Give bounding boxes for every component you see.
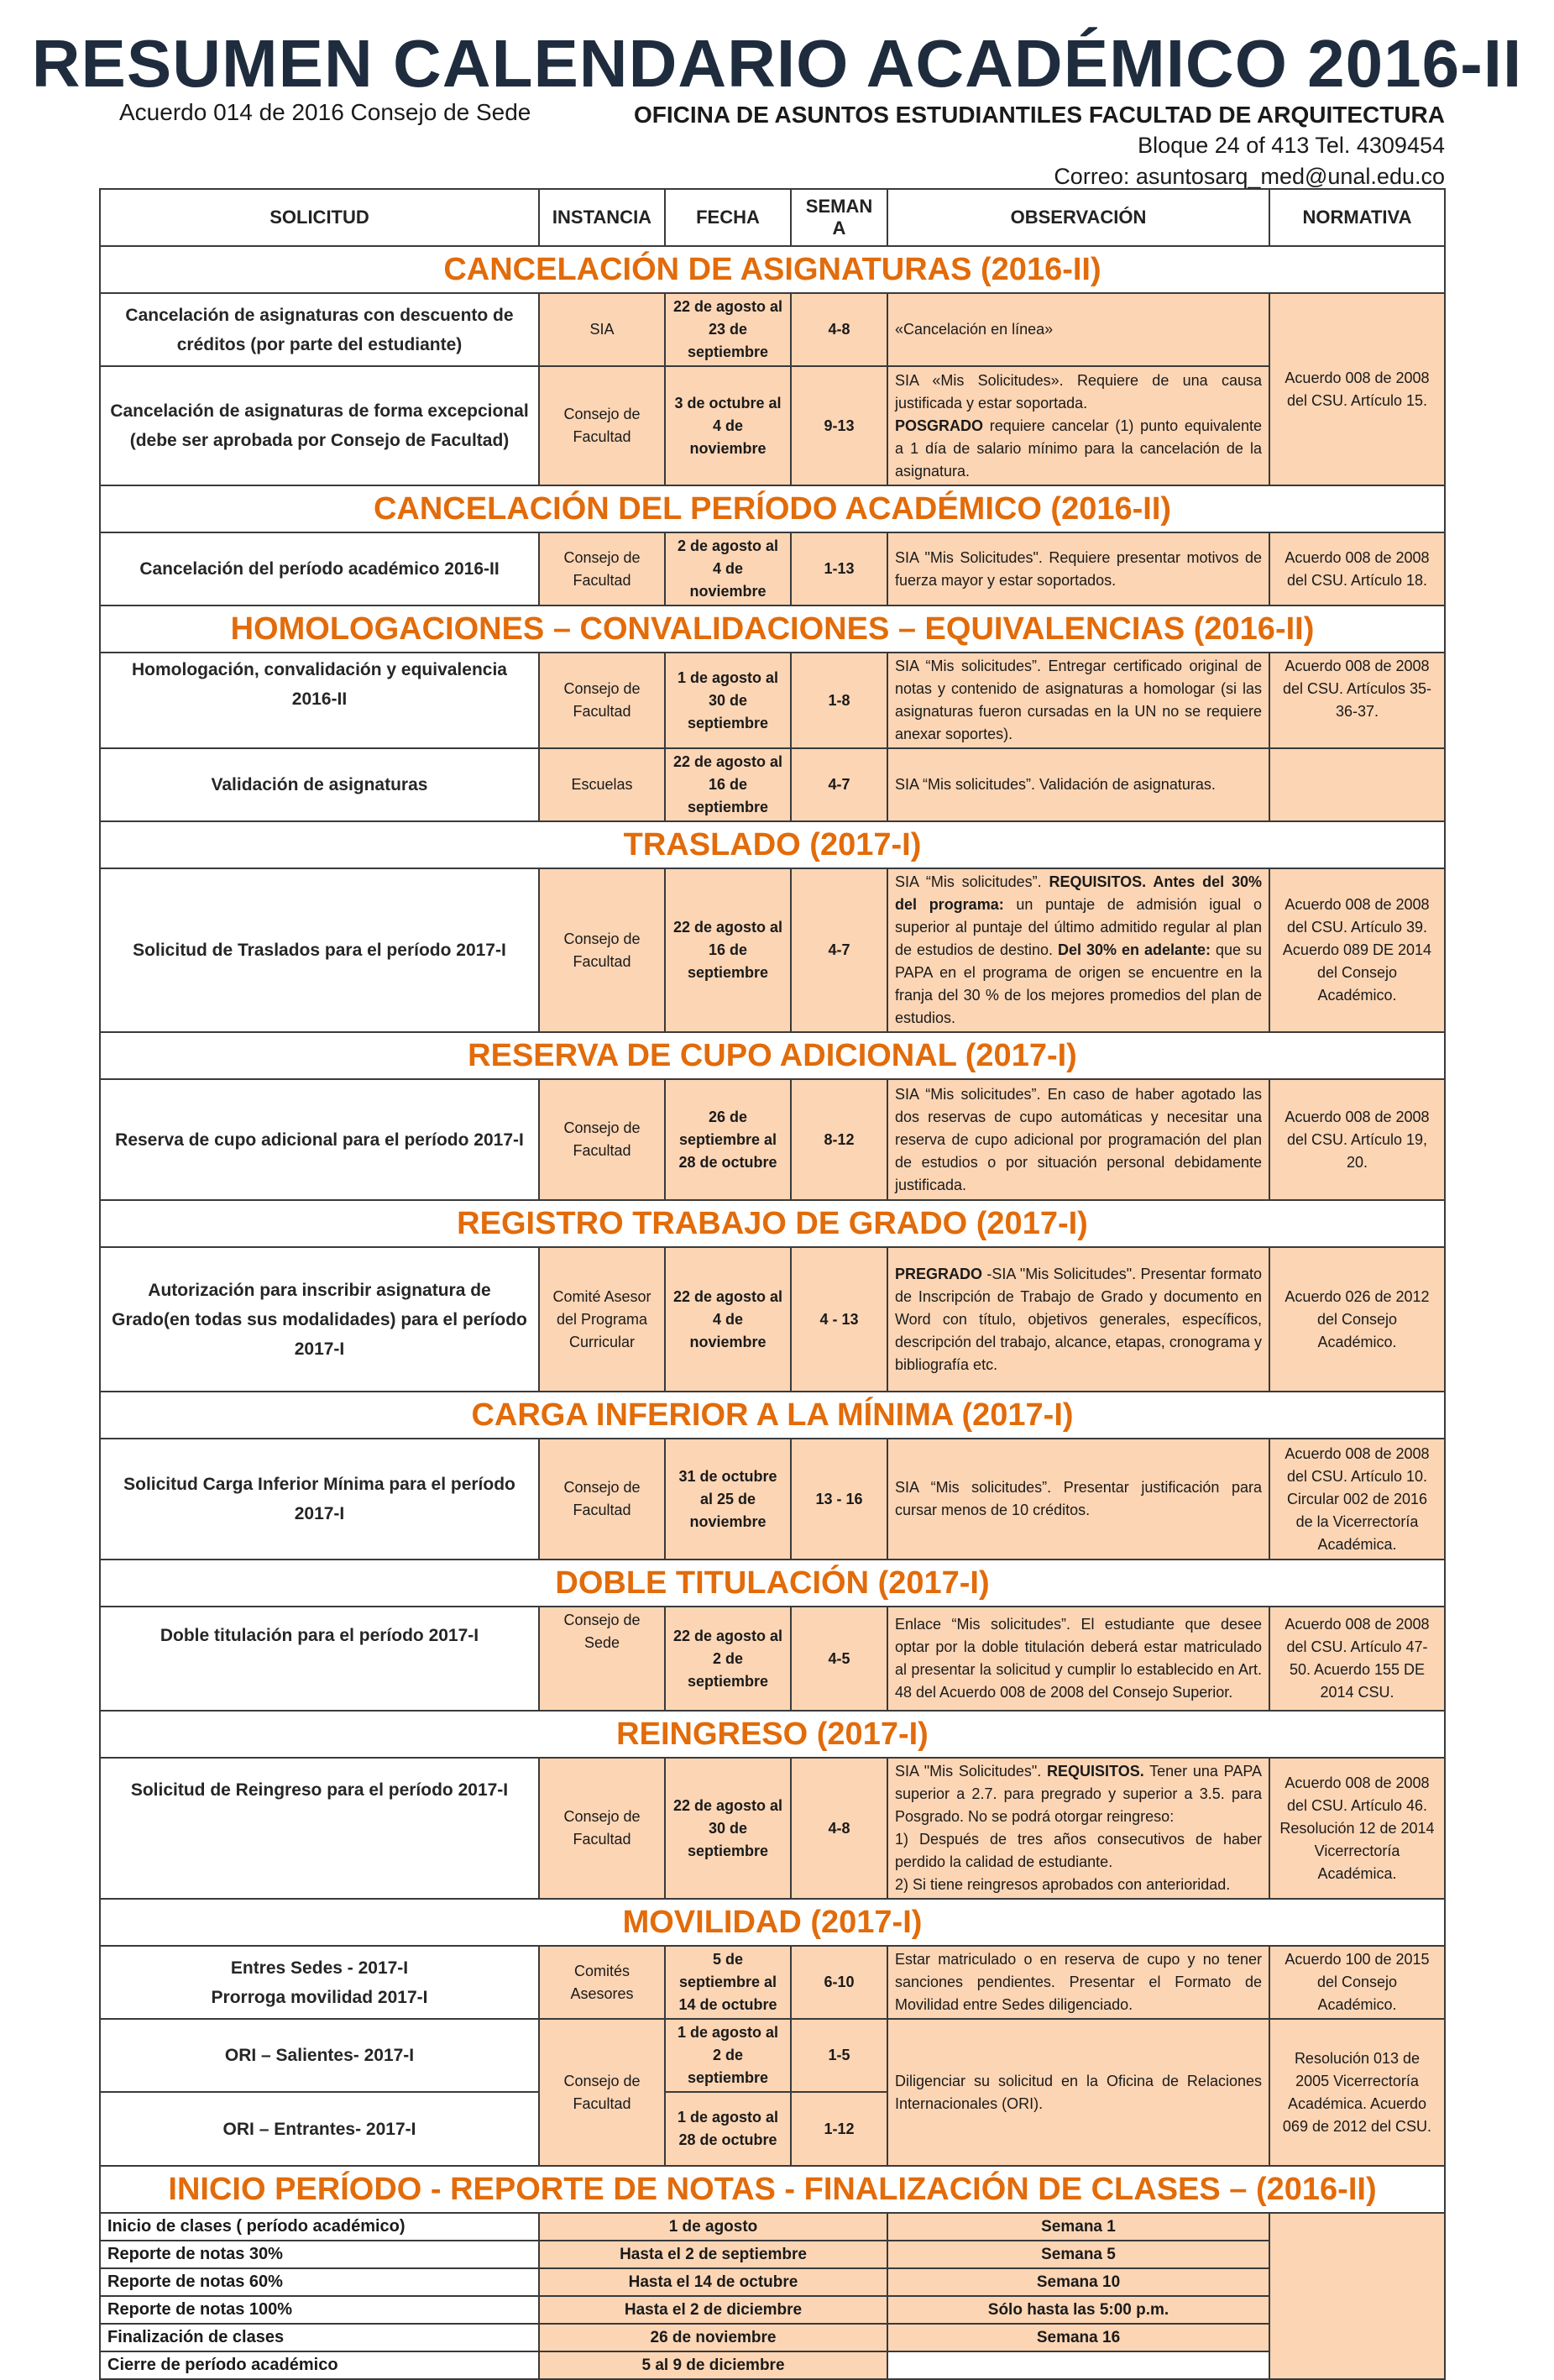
summary-row	[100, 2324, 1445, 2351]
observacion-emphasis: PREGRADO	[895, 1265, 983, 1282]
semana-cell: 4-7	[791, 748, 887, 821]
normativa-cell: Acuerdo 008 de 2008 del CSU. Artículo 15.	[1269, 293, 1445, 485]
semana-cell: 1-8	[791, 653, 887, 748]
instancia-cell: Comités Asesores	[539, 1946, 665, 2019]
solicitud-cell: Solicitud de Reingreso para el período 2017-I	[100, 1758, 539, 1899]
table-row	[100, 532, 1445, 605]
section-header	[100, 1200, 1445, 1247]
solicitud-cell: ORI – Salientes- 2017-I	[100, 2019, 539, 2092]
semana-cell: 1-12	[791, 2092, 887, 2166]
section-title: RESERVA DE CUPO ADICIONAL (2017-I)	[100, 1032, 1445, 1079]
solicitud-line: Entres Sedes - 2017-I	[230, 1958, 409, 1978]
normativa-cell: Acuerdo 026 de 2012 del Consejo Académico.	[1269, 1247, 1445, 1392]
table-row	[100, 293, 1445, 366]
observacion-text: Tener una PAPA superior a 2.7. para pregrado y superior a 3.5. para Posgrado. No se podrá otorgar reingreso:	[895, 1763, 1263, 1825]
semana-cell: 9-13	[791, 366, 887, 485]
section-title: REGISTRO TRABAJO DE GRADO (2017-I)	[100, 1200, 1445, 1247]
observacion-cell: SIA "Mis Solicitudes". Requiere presentar motivos de fuerza mayor y estar soportados.	[887, 532, 1269, 605]
solicitud-cell: Solicitud de Traslados para el período 2017-I	[100, 868, 539, 1032]
instancia-cell: Consejo de Facultad	[539, 653, 665, 748]
section-header	[100, 1899, 1445, 1946]
fecha-cell: 22 de agosto al 16 de septiembre	[665, 748, 791, 821]
table-row	[100, 1607, 1445, 1711]
observacion-text: SIA “Mis solicitudes”.	[895, 873, 1049, 890]
table-row	[100, 366, 1445, 485]
section-header	[100, 821, 1445, 868]
section-header	[100, 1392, 1445, 1439]
instancia-cell: Consejo de Sede	[539, 1607, 665, 1711]
calendar-table	[99, 188, 1446, 2380]
observacion-emphasis: POSGRADO	[895, 417, 984, 434]
section-header	[100, 1711, 1445, 1758]
section-title: INICIO PERÍODO - REPORTE DE NOTAS - FINALIZACIÓN DE CLASES – (2016-II)	[100, 2166, 1445, 2213]
observacion-cell	[887, 868, 1269, 1032]
normativa-cell	[1269, 748, 1445, 821]
table-row	[100, 653, 1445, 748]
normativa-cell: Acuerdo 008 de 2008 del CSU. Artículo 39. Acuerdo 089 DE 2014 del Consejo Académico.	[1269, 868, 1445, 1032]
fecha-cell: 3 de octubre al 4 de noviembre	[665, 366, 791, 485]
summary-fecha: 5 al 9 de diciembre	[539, 2351, 887, 2379]
page-title: RESUMEN CALENDARIO ACADÉMICO 2016-II	[31, 26, 1523, 101]
table-row	[100, 1247, 1445, 1392]
summary-fecha: 1 de agosto	[539, 2213, 887, 2241]
solicitud-cell	[100, 1946, 539, 2019]
instancia-cell: Consejo de Facultad	[539, 366, 665, 485]
observacion-cell: Enlace “Mis solicitudes”. El estudiante que desee optar por la doble titulación deberá estar matriculado al presentar la solicitud y cumplir lo establecido en Art. 48 del Acuerdo 008 de 2008 del Consejo Superior.	[887, 1607, 1269, 1711]
instancia-cell: Escuelas	[539, 748, 665, 821]
semana-cell: 1-13	[791, 532, 887, 605]
summary-label: Reporte de notas 100%	[100, 2296, 539, 2324]
observacion-text: que su PAPA en el programa de origen se encuentre en la franja del 30 % de los mejores promedios del plan de estudios.	[895, 941, 1263, 1026]
column-header-semana: SEMAN A	[791, 189, 887, 246]
office-email: Correo: asuntosarq_med@unal.edu.co	[1054, 164, 1445, 189]
fecha-cell: 22 de agosto al 2 de septiembre	[665, 1607, 791, 1711]
section-title: HOMOLOGACIONES – CONVALIDACIONES – EQUIVALENCIAS (2016-II)	[100, 605, 1445, 653]
fecha-cell: 31 de octubre al 25 de noviembre	[665, 1439, 791, 1560]
instancia-cell: Consejo de Facultad	[539, 1079, 665, 1200]
semana-cell: 8-12	[791, 1079, 887, 1200]
instancia-cell: Consejo de Facultad	[539, 532, 665, 605]
section-title: REINGRESO (2017-I)	[100, 1711, 1445, 1758]
solicitud-line: Prorroga movilidad 2017-I	[211, 1987, 428, 2007]
section-header	[100, 1560, 1445, 1607]
table-row	[100, 1946, 1445, 2019]
observacion-text: SIA "Mis Solicitudes".	[895, 1763, 1048, 1780]
semana-cell: 6-10	[791, 1946, 887, 2019]
fecha-cell: 1 de agosto al 28 de octubre	[665, 2092, 791, 2166]
normativa-cell: Acuerdo 008 de 2008 del CSU. Artículo 46. Resolución 12 de 2014 Vicerrectoría Académica.	[1269, 1758, 1445, 1899]
column-header-instancia: INSTANCIA	[539, 189, 665, 246]
fecha-cell: 1 de agosto al 2 de septiembre	[665, 2019, 791, 2092]
instancia-cell: Comité Asesor del Programa Curricular	[539, 1247, 665, 1392]
summary-row	[100, 2351, 1445, 2379]
normativa-cell: Acuerdo 008 de 2008 del CSU. Artículo 10. Circular 002 de 2016 de la Vicerrectoría Académica.	[1269, 1439, 1445, 1560]
observacion-cell: SIA “Mis solicitudes”. Validación de asignaturas.	[887, 748, 1269, 821]
semana-cell: 4-7	[791, 868, 887, 1032]
observacion-text: requiere cancelar (1) punto equivalente a 1 día de salario mínimo para la cancelación de la asignatura.	[895, 417, 1262, 480]
solicitud-cell: Validación de asignaturas	[100, 748, 539, 821]
section-title: TRASLADO (2017-I)	[100, 821, 1445, 868]
solicitud-cell: ORI – Entrantes- 2017-I	[100, 2092, 539, 2166]
observacion-cell: «Cancelación en línea»	[887, 293, 1269, 366]
summary-label: Inicio de clases ( período académico)	[100, 2213, 539, 2241]
observacion-cell	[887, 366, 1269, 485]
summary-semana: Semana 5	[887, 2241, 1269, 2268]
semana-cell: 4-8	[791, 1758, 887, 1899]
solicitud-cell: Cancelación de asignaturas con descuento de créditos (por parte del estudiante)	[100, 293, 539, 366]
normativa-cell: Acuerdo 100 de 2015 del Consejo Académico.	[1269, 1946, 1445, 2019]
summary-normativa	[1269, 2213, 1445, 2379]
column-header-observacion: OBSERVACIÓN	[887, 189, 1269, 246]
instancia-cell: Consejo de Facultad	[539, 868, 665, 1032]
column-header-normativa: NORMATIVA	[1269, 189, 1445, 246]
summary-semana: Sólo hasta las 5:00 p.m.	[887, 2296, 1269, 2324]
instancia-cell: Consejo de Facultad	[539, 2019, 665, 2166]
normativa-cell: Acuerdo 008 de 2008 del CSU. Artículo 19, 20.	[1269, 1079, 1445, 1200]
solicitud-cell: Solicitud Carga Inferior Mínima para el período 2017-I	[100, 1439, 539, 1560]
fecha-cell: 26 de septiembre al 28 de octubre	[665, 1079, 791, 1200]
section-title: MOVILIDAD (2017-I)	[100, 1899, 1445, 1946]
office-name: OFICINA DE ASUNTOS ESTUDIANTILES FACULTAD DE ARQUITECTURA	[634, 102, 1445, 128]
summary-label: Reporte de notas 30%	[100, 2241, 539, 2268]
table-row	[100, 868, 1445, 1032]
semana-cell: 1-5	[791, 2019, 887, 2092]
observacion-emphasis: REQUISITOS.	[1047, 1763, 1144, 1780]
summary-semana	[887, 2351, 1269, 2379]
agreement-text: Acuerdo 014 de 2016 Consejo de Sede	[119, 99, 531, 125]
observacion-cell: SIA “Mis solicitudes”. Presentar justificación para cursar menos de 10 créditos.	[887, 1439, 1269, 1560]
section-header	[100, 605, 1445, 653]
normativa-cell: Acuerdo 008 de 2008 del CSU. Artículo 18.	[1269, 532, 1445, 605]
summary-semana: Semana 16	[887, 2324, 1269, 2351]
table-row	[100, 1079, 1445, 1200]
section-title: DOBLE TITULACIÓN (2017-I)	[100, 1560, 1445, 1607]
section-header	[100, 2166, 1445, 2213]
observacion-text: un puntaje de admisión igual o superior al puntaje del último admitido regular al plan de estudios de destino.	[895, 896, 1262, 958]
section-header	[100, 485, 1445, 532]
instancia-cell: SIA	[539, 293, 665, 366]
table-row	[100, 2019, 1445, 2092]
instancia-cell: Consejo de Facultad	[539, 1758, 665, 1899]
summary-row	[100, 2241, 1445, 2268]
solicitud-cell: Cancelación de asignaturas de forma excepcional (debe ser aprobada por Consejo de Facultad)	[100, 366, 539, 485]
section-header	[100, 1032, 1445, 1079]
observacion-text: -SIA "Mis Solicitudes". Presentar formato de Inscripción de Trabajo de Grado y documento en Word con título, objetivos generales, específicos, descripción del trabajo, alcance, etapas, cronograma y bibliografía etc.	[895, 1265, 1262, 1373]
table-row	[100, 748, 1445, 821]
observacion-emphasis: Del 30% en adelante:	[1058, 941, 1211, 958]
summary-fecha: Hasta el 2 de septiembre	[539, 2241, 887, 2268]
semana-cell: 4-5	[791, 1607, 887, 1711]
office-address: Bloque 24 of 413 Tel. 4309454	[1138, 133, 1445, 158]
fecha-cell: 22 de agosto al 30 de septiembre	[665, 1758, 791, 1899]
summary-row	[100, 2213, 1445, 2241]
observacion-cell	[887, 1758, 1269, 1899]
observacion-cell: SIA “Mis solicitudes”. En caso de haber agotado las dos reservas de cupo automáticas y necesitar una reserva de cupo adicional por programación del plan de estudios o por situación personal debidamente justificada.	[887, 1079, 1269, 1200]
observacion-text: SIA «Mis Solicitudes». Requiere de una causa justificada y estar soportada.	[895, 371, 1262, 412]
normativa-cell: Acuerdo 008 de 2008 del CSU. Artículos 35-36-37.	[1269, 653, 1445, 748]
column-header-solicitud: SOLICITUD	[100, 189, 539, 246]
section-title: CANCELACIÓN DE ASIGNATURAS (2016-II)	[100, 246, 1445, 293]
summary-semana: Semana 10	[887, 2268, 1269, 2296]
section-header	[100, 246, 1445, 293]
normativa-cell: Resolución 013 de 2005 Vicerrectoría Académica. Acuerdo 069 de 2012 del CSU.	[1269, 2019, 1445, 2166]
table-header-row	[100, 189, 1445, 246]
office-info	[634, 99, 1445, 192]
summary-row	[100, 2296, 1445, 2324]
solicitud-cell: Doble titulación para el período 2017-I	[100, 1607, 539, 1711]
observacion-cell: Estar matriculado o en reserva de cupo y no tener sanciones pendientes. Presentar el Formato de Movilidad entre Sedes diligenciado.	[887, 1946, 1269, 2019]
normativa-cell: Acuerdo 008 de 2008 del CSU. Artículo 47-50. Acuerdo 155 DE 2014 CSU.	[1269, 1607, 1445, 1711]
instancia-cell: Consejo de Facultad	[539, 1439, 665, 1560]
fecha-cell: 1 de agosto al 30 de septiembre	[665, 653, 791, 748]
solicitud-cell: Reserva de cupo adicional para el período 2017-I	[100, 1079, 539, 1200]
table-row	[100, 1758, 1445, 1899]
observacion-cell: SIA “Mis solicitudes”. Entregar certificado original de notas y contenido de asignaturas a homologar (si las asignaturas fueron cursadas en la UN no se requiere anexar soportes).	[887, 653, 1269, 748]
solicitud-cell: Homologación, convalidación y equivalencia 2016-II	[100, 653, 539, 748]
fecha-cell: 5 de septiembre al 14 de octubre	[665, 1946, 791, 2019]
observacion-text: 1) Después de tres años consecutivos de haber perdido la calidad de estudiante.	[895, 1831, 1262, 1870]
semana-cell: 4 - 13	[791, 1247, 887, 1392]
summary-label: Finalización de clases	[100, 2324, 539, 2351]
fecha-cell: 22 de agosto al 16 de septiembre	[665, 868, 791, 1032]
solicitud-cell: Cancelación del período académico 2016-II	[100, 532, 539, 605]
summary-row	[100, 2268, 1445, 2296]
summary-fecha: Hasta el 2 de diciembre	[539, 2296, 887, 2324]
fecha-cell: 2 de agosto al 4 de noviembre	[665, 532, 791, 605]
summary-label: Reporte de notas 60%	[100, 2268, 539, 2296]
solicitud-cell: Autorización para inscribir asignatura de Grado(en todas sus modalidades) para el período 2017-I	[100, 1247, 539, 1392]
summary-semana: Semana 1	[887, 2213, 1269, 2241]
semana-cell: 13 - 16	[791, 1439, 887, 1560]
column-header-fecha: FECHA	[665, 189, 791, 246]
observacion-cell	[887, 1247, 1269, 1392]
observacion-emphasis: REQUISITOS. Antes del 30% del programa:	[895, 873, 1262, 913]
fecha-cell: 22 de agosto al 4 de noviembre	[665, 1247, 791, 1392]
table-row	[100, 1439, 1445, 1560]
semana-cell: 4-8	[791, 293, 887, 366]
observacion-cell: Diligenciar su solicitud en la Oficina de Relaciones Internacionales (ORI).	[887, 2019, 1269, 2166]
summary-fecha: Hasta el 14 de octubre	[539, 2268, 887, 2296]
section-title: CANCELACIÓN DEL PERÍODO ACADÉMICO (2016-II)	[100, 485, 1445, 532]
observacion-text: 2) Si tiene reingresos aprobados con anterioridad.	[895, 1876, 1231, 1893]
summary-label: Cierre de período académico	[100, 2351, 539, 2379]
fecha-cell: 22 de agosto al 23 de septiembre	[665, 293, 791, 366]
section-title: CARGA INFERIOR A LA MÍNIMA (2017-I)	[100, 1392, 1445, 1439]
summary-fecha: 26 de noviembre	[539, 2324, 887, 2351]
